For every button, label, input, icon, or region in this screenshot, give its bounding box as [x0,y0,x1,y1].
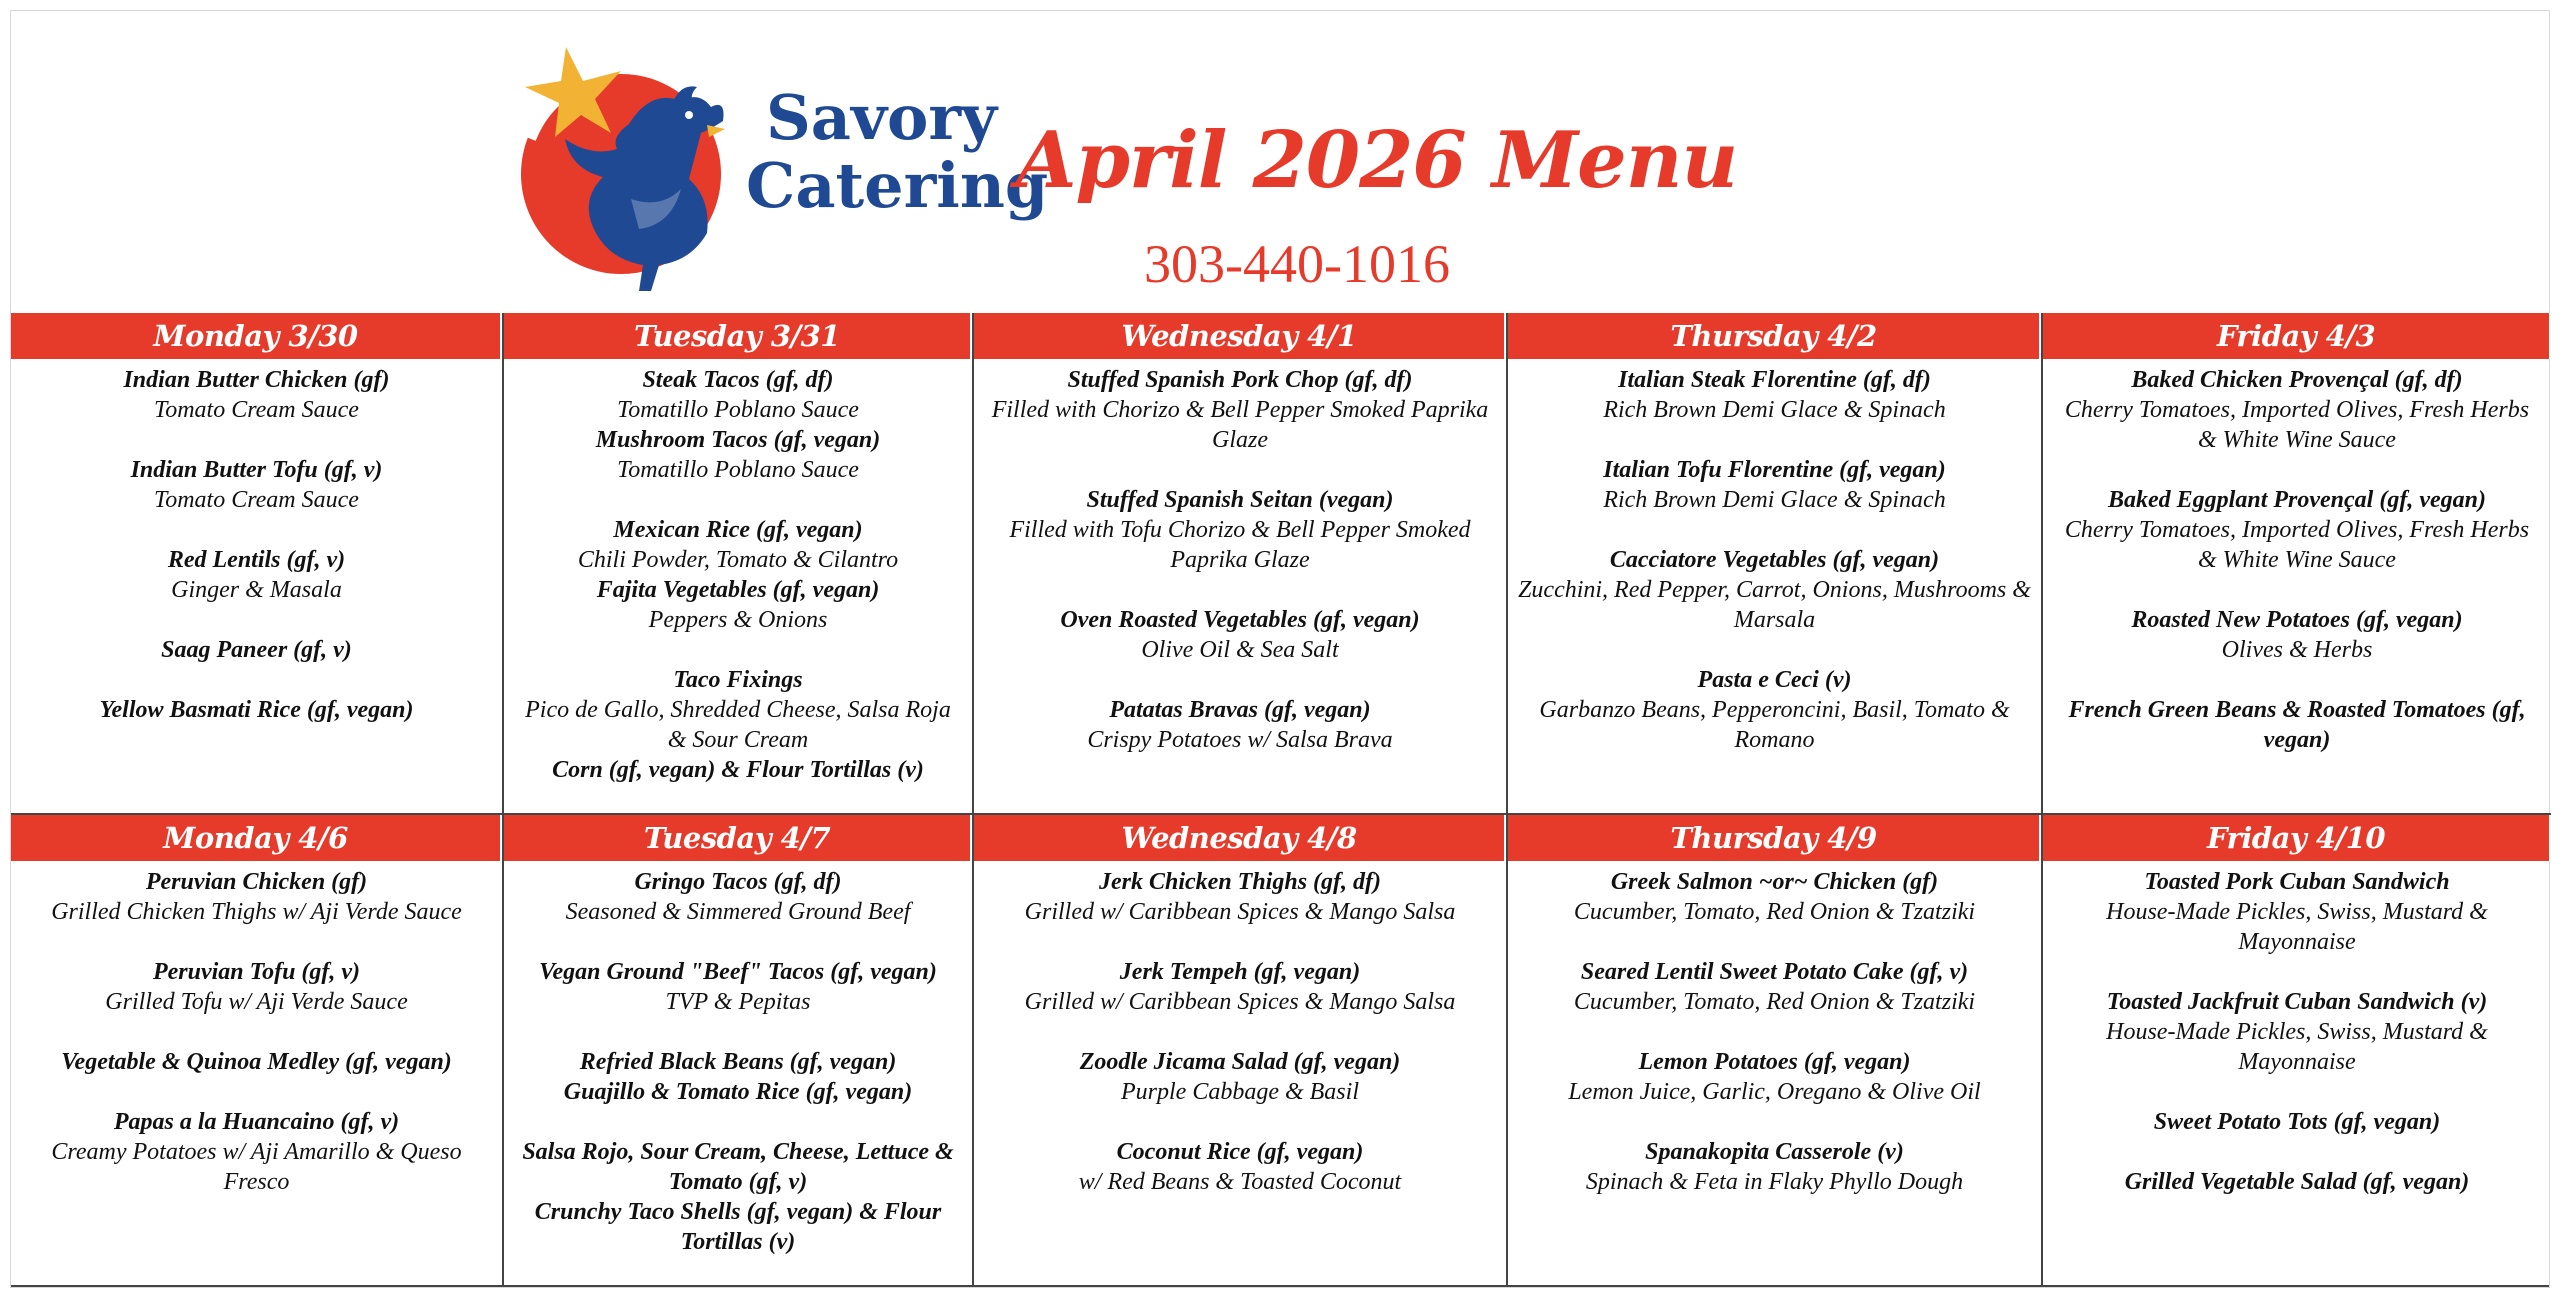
menu-item [2053,695,2541,755]
menu-item [514,665,962,755]
menu-item [2053,605,2541,665]
week-1 [11,313,2549,813]
menu-item [514,575,962,635]
dish-name: Peruvian Chicken (gf) [145,869,368,895]
day-header: Friday 4/3 [2043,313,2551,359]
dish-description: Ginger & Masala [171,577,342,603]
menu-item [984,695,1496,755]
dish-description: Peppers & Onions [648,607,828,633]
dish-name: Coconut Rice (gf, vegan) [1116,1139,1364,1165]
dish-name: Lemon Potatoes (gf, vegan) [1638,1049,1911,1075]
day-column [974,813,1508,1287]
dish-name: Stuffed Spanish Pork Chop (gf, df) [1067,367,1413,393]
dish-name: Mexican Rice (gf, vegan) [613,517,863,543]
rooster-logo-icon [511,29,1049,291]
dish-description: TVP & Pepitas [665,989,811,1015]
day-header: Wednesday 4/1 [974,313,1506,359]
day-column [11,313,504,813]
menu-item [984,1137,1496,1197]
menu-item [984,957,1496,1017]
menu-item [514,425,962,485]
menu-items [2043,359,2551,755]
dish-name: Guajillo & Tomato Rice (gf, vegan) [563,1079,913,1105]
dish-name: Spanakopita Casserole (v) [1645,1139,1904,1165]
dish-description: Pico de Gallo, Shredded Cheese, Salsa Roja & Sour Cream [525,697,951,753]
dish-name: Grilled Vegetable Salad (gf, vegan) [2124,1169,2470,1195]
menu-item [21,635,492,665]
dish-name: Cacciatore Vegetables (gf, vegan) [1609,547,1940,573]
day-header: Monday 4/6 [11,815,502,861]
day-header: Thursday 4/2 [1508,313,2041,359]
dish-description: Olive Oil & Sea Salt [1141,637,1339,663]
dish-name: Italian Steak Florentine (gf, df) [1618,367,1931,393]
dish-description: Spinach & Feta in Flaky Phyllo Dough [1585,1169,1964,1195]
dish-description: Seasoned & Simmered Ground Beef [565,899,911,925]
dish-name: Yellow Basmati Rice (gf, vegan) [99,697,414,723]
menu-item [984,605,1496,665]
menu-item [2053,1107,2541,1137]
menu-items [1508,861,2041,1197]
dish-name: Roasted New Potatoes (gf, vegan) [2131,607,2463,633]
menu-item [1518,1137,2031,1197]
dish-name: Oven Roasted Vegetables (gf, vegan) [1060,607,1420,633]
menu-item [21,455,492,515]
dish-description: Rich Brown Demi Glace & Spinach [1603,487,1946,513]
day-column [11,813,504,1287]
dish-description: Filled with Chorizo & Bell Pepper Smoked Paprika Glaze [991,397,1489,453]
menu-items [974,359,1506,755]
dish-name: Jerk Chicken Thighs (gf, df) [1099,869,1381,895]
menu-item [2053,987,2541,1077]
menu-item [984,1047,1496,1107]
day-header: Thursday 4/9 [1508,815,2041,861]
day-header: Tuesday 3/31 [504,313,972,359]
menu-item [2053,485,2541,575]
dish-name: Indian Butter Tofu (gf, v) [130,457,383,483]
dish-name: Saag Paneer (gf, v) [161,637,352,663]
dish-description: w/ Red Beans & Toasted Coconut [1078,1169,1402,1195]
dish-description: House-Made Pickles, Swiss, Mustard & Mayonnaise [2106,1019,2488,1075]
menu-items [11,861,502,1197]
menu-item [2053,867,2541,957]
dish-description: Rich Brown Demi Glace & Spinach [1603,397,1946,423]
dish-name: French Green Beans & Roasted Tomatoes (gf, vegan) [2068,697,2526,753]
day-header: Monday 3/30 [11,313,502,359]
dish-description: Chili Powder, Tomato & Cilantro [577,547,899,573]
dish-description: Creamy Potatoes w/ Aji Amarillo & Queso Fresco [51,1139,462,1195]
menu-page [10,10,2550,1288]
dish-description: Crispy Potatoes w/ Salsa Brava [1087,727,1393,753]
dish-name: Corn (gf, vegan) & Flour Tortillas (v) [552,757,924,783]
dish-name: Vegan Ground "Beef" Tacos (gf, vegan) [539,959,937,985]
dish-name: Baked Eggplant Provençal (gf, vegan) [2108,487,2486,513]
menu-item [1518,455,2031,515]
dish-name: Fajita Vegetables (gf, vegan) [596,577,880,603]
menu-item [1518,867,2031,927]
dish-name: Steak Tacos (gf, df) [642,367,834,393]
day-column [504,313,974,813]
dish-description: Filled with Tofu Chorizo & Bell Pepper Smoked Paprika Glaze [1009,517,1471,573]
day-column [2043,813,2551,1287]
dish-name: Baked Chicken Provençal (gf, df) [2131,367,2463,393]
menu-item [1518,665,2031,755]
menu-items [974,861,1506,1197]
dish-name: Papas a la Huancaino (gf, v) [113,1109,400,1135]
menu-item [21,957,492,1017]
dish-name: Indian Butter Chicken (gf) [123,367,390,393]
dish-name: Toasted Jackfruit Cuban Sandwich (v) [2106,989,2488,1015]
menu-item [21,867,492,927]
logo-text-line1: Savory [766,81,998,154]
dish-description: Tomatillo Poblano Sauce [617,397,859,423]
dish-name: Mushroom Tacos (gf, vegan) [595,427,881,453]
dish-description: Garbanzo Beans, Pepperoncini, Basil, Tomato & Romano [1539,697,2010,753]
day-column [1508,813,2043,1287]
menu-item [21,1047,492,1077]
menu-item [514,515,962,575]
menu-item [514,1047,962,1077]
dish-name: Salsa Rojo, Sour Cream, Cheese, Lettuce & Tomato (gf, v) [522,1139,954,1195]
dish-name: Red Lentils (gf, v) [167,547,346,573]
dish-name: Jerk Tempeh (gf, vegan) [1119,959,1361,985]
dish-description: House-Made Pickles, Swiss, Mustard & Mayonnaise [2106,899,2488,955]
dish-name: Italian Tofu Florentine (gf, vegan) [1603,457,1946,483]
menu-item [2053,365,2541,455]
dish-description: Tomato Cream Sauce [154,397,359,423]
dish-description: Purple Cabbage & Basil [1121,1079,1359,1105]
dish-name: Stuffed Spanish Seitan (vegan) [1086,487,1394,513]
menu-items [504,359,972,785]
menu-item [514,957,962,1017]
dish-description: Cherry Tomatoes, Imported Olives, Fresh Herbs & White Wine Sauce [2064,397,2530,453]
menu-item [21,1107,492,1197]
phone-number: 303-440-1016 [1144,234,1450,294]
menu-item [2053,1167,2541,1197]
dish-description: Tomatillo Poblano Sauce [617,457,859,483]
dish-name: Gringo Tacos (gf, df) [634,869,842,895]
menu-item [514,755,962,785]
dish-name: Greek Salmon ~or~ Chicken (gf) [1610,869,1939,895]
menu-item [21,365,492,425]
menu-item [514,365,962,425]
day-column [2043,313,2551,813]
menu-item [1518,545,2031,635]
dish-name: Taco Fixings [673,667,803,693]
menu-items [1508,359,2041,755]
day-header: Wednesday 4/8 [974,815,1506,861]
dish-name: Vegetable & Quinoa Medley (gf, vegan) [61,1049,452,1075]
dish-name: Pasta e Ceci (v) [1697,667,1852,693]
dish-description: Zucchini, Red Pepper, Carrot, Onions, Mushrooms & Marsala [1518,577,2031,633]
day-header: Friday 4/10 [2043,815,2551,861]
menu-item [1518,365,2031,425]
menu-item [21,695,492,725]
menu-item [984,867,1496,927]
menu-items [11,359,502,725]
menu-item [21,545,492,605]
week-2 [11,813,2549,1287]
dish-name: Patatas Bravas (gf, vegan) [1109,697,1371,723]
menu-item [514,1197,962,1257]
menu-item [514,1137,962,1197]
day-column [504,813,974,1287]
dish-name: Zoodle Jicama Salad (gf, vegan) [1079,1049,1401,1075]
menu-items [2043,861,2551,1197]
dish-name: Peruvian Tofu (gf, v) [152,959,361,985]
dish-description: Grilled Tofu w/ Aji Verde Sauce [105,989,408,1015]
page-title: April 2026 Menu [1016,115,1738,206]
dish-description: Cucumber, Tomato, Red Onion & Tzatziki [1573,899,1976,925]
menu-header [11,11,2549,313]
dish-name: Seared Lentil Sweet Potato Cake (gf, v) [1580,959,1969,985]
menu-item [514,867,962,927]
bottom-rule [11,1285,2549,1287]
menu-item [984,365,1496,455]
menu-item [1518,957,2031,1017]
day-column [1508,313,2043,813]
dish-name: Sweet Potato Tots (gf, vegan) [2153,1109,2441,1135]
dish-name: Refried Black Beans (gf, vegan) [579,1049,897,1075]
dish-description: Tomato Cream Sauce [154,487,359,513]
dish-description: Cucumber, Tomato, Red Onion & Tzatziki [1573,989,1976,1015]
menu-items [504,861,972,1257]
menu-item [1518,1047,2031,1107]
dish-description: Grilled w/ Caribbean Spices & Mango Salsa [1024,989,1456,1015]
day-header: Tuesday 4/7 [504,815,972,861]
savory-catering-logo [511,29,1049,291]
dish-description: Olives & Herbs [2221,637,2373,663]
dish-description: Grilled Chicken Thighs w/ Aji Verde Sauce [51,899,462,925]
dish-description: Cherry Tomatoes, Imported Olives, Fresh Herbs & White Wine Sauce [2064,517,2530,573]
dish-description: Lemon Juice, Garlic, Oregano & Olive Oil [1568,1079,1981,1105]
dish-name: Crunchy Taco Shells (gf, vegan) & Flour Tortillas (v) [534,1199,942,1255]
day-column [974,313,1508,813]
menu-item [514,1077,962,1107]
dish-name: Toasted Pork Cuban Sandwich [2144,869,2450,895]
menu-item [984,485,1496,575]
dish-description: Grilled w/ Caribbean Spices & Mango Salsa [1024,899,1456,925]
logo-text-line2: Catering [746,149,1049,222]
